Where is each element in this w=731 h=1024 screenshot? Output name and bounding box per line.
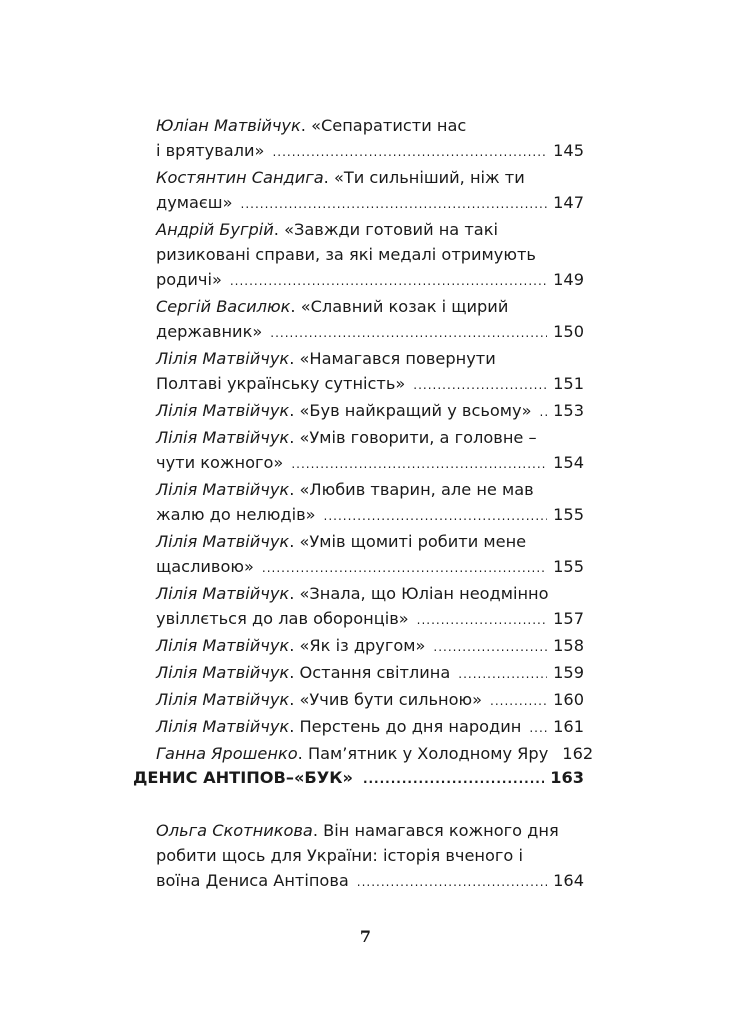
- toc-entry-text: Лілія Матвійчук. «Був найкращий у всьому»: [156, 401, 532, 420]
- dot-leader: [241, 192, 548, 217]
- toc-entry-author: Лілія Матвійчук: [156, 428, 290, 447]
- toc-entry-author: Лілія Матвійчук: [156, 584, 290, 603]
- toc-entry: [156, 687, 584, 714]
- toc-entry-text: Костянтин Сандига. «Ти сильніший, ніж ти: [156, 168, 525, 187]
- toc-entry-line: [156, 529, 584, 554]
- toc-entry-text: Лілія Матвійчук. «Знала, що Юліан неодмінно: [156, 584, 549, 603]
- toc-entry-title: «Учив бути сильною»: [299, 690, 483, 709]
- dot-leader: [272, 140, 547, 165]
- toc-entry-title: жалю до нелюдів»: [156, 505, 316, 524]
- dot-leader: [230, 269, 547, 294]
- toc-entry-title: «Знала, що Юліан неодмінно: [299, 584, 549, 603]
- toc-entry-title: «Намагався повернути: [299, 349, 496, 368]
- toc-entry-text: Лілія Матвійчук. «Умів говорити, а головне –: [156, 428, 537, 447]
- toc-entry-page-number: 153: [553, 401, 584, 420]
- table-of-contents-section: [156, 818, 584, 895]
- toc-entry-line: [156, 425, 584, 450]
- toc-entry-page-number: 154: [553, 453, 584, 472]
- toc-entry-title: державник»: [156, 322, 263, 341]
- toc-entry-title: Полтаві українську сутність»: [156, 374, 406, 393]
- toc-entry-text: [156, 554, 254, 579]
- toc-entry-page-number: 161: [553, 717, 584, 736]
- toc-entry-title: «Завжди готовий на такі: [284, 220, 499, 239]
- toc-entry-title: «Як із другом»: [299, 636, 426, 655]
- toc-entry-line: [156, 346, 584, 371]
- section-heading: [133, 765, 584, 792]
- toc-entry-text: Ольга Скотникова. Він намагався кожного дня: [156, 821, 559, 840]
- toc-entry-text: Лілія Матвійчук. «Любив тварин, але не мав: [156, 480, 534, 499]
- toc-entry-line: [156, 398, 584, 425]
- toc-entry: [156, 346, 584, 398]
- toc-entry-title: і врятували»: [156, 141, 265, 160]
- toc-entry-title: «Ти сильніший, ніж ти: [333, 168, 525, 187]
- toc-entry-line: [156, 138, 584, 165]
- toc-entry-line: [156, 687, 584, 714]
- toc-entry: [156, 581, 584, 633]
- toc-entry-text: Лілія Матвійчук. «Як із другом»: [156, 636, 426, 655]
- toc-entry-line: [156, 741, 594, 768]
- toc-entry-page-number: 155: [553, 505, 584, 524]
- dot-leader: [291, 452, 547, 477]
- toc-entry-line: [156, 818, 584, 843]
- toc-entry-text: Сергій Василюк. «Славний козак і щирий: [156, 297, 509, 316]
- toc-entry: [156, 477, 584, 529]
- toc-entry-title: «Сепаратисти нас: [311, 116, 467, 135]
- toc-entry-line: [156, 319, 584, 346]
- toc-entry-text: [156, 371, 405, 396]
- toc-entry-title: «Умів говорити, а головне –: [299, 428, 537, 447]
- toc-entry: [156, 529, 584, 581]
- toc-entry: [156, 425, 584, 477]
- toc-entry-line: [156, 294, 584, 319]
- dot-leader: [529, 716, 547, 741]
- toc-entry-line: [156, 633, 584, 660]
- dot-leader: [270, 321, 547, 346]
- dot-leader: [490, 689, 547, 714]
- toc-entry-text: [156, 319, 262, 344]
- toc-entry-author: Лілія Матвійчук: [156, 663, 290, 682]
- toc-entry-line: [156, 477, 584, 502]
- toc-entry-line: [156, 217, 584, 242]
- toc-entry-author: Сергій Василюк: [156, 297, 291, 316]
- section-title: ДЕНИС АНТІПОВ–«БУК»: [133, 768, 353, 787]
- toc-entry-line: [156, 113, 584, 138]
- toc-entry-author: Лілія Матвійчук: [156, 480, 290, 499]
- toc-entry-text: [156, 242, 536, 267]
- toc-entry: [156, 165, 584, 217]
- dot-leader: [458, 662, 547, 687]
- dot-leader: [357, 870, 547, 895]
- toc-entry: [156, 217, 584, 294]
- toc-entry-line: [156, 190, 584, 217]
- toc-entry-title: Пам’ятник у Холодному Яру: [307, 744, 549, 763]
- toc-entry-page-number: 147: [553, 193, 584, 212]
- toc-entry-text: [156, 267, 222, 292]
- toc-entry-line: [156, 502, 584, 529]
- toc-entry-text: [156, 138, 264, 163]
- toc-entry-author: Лілія Матвійчук: [156, 349, 290, 368]
- toc-entry: [156, 633, 584, 660]
- toc-entry-line: [156, 165, 584, 190]
- toc-entry-author: Юліан Матвійчук: [156, 116, 301, 135]
- toc-entry-title: щасливою»: [156, 557, 254, 576]
- toc-entry-author: Ганна Ярошенко: [156, 744, 298, 763]
- toc-entry: [156, 818, 584, 895]
- toc-entry-text: Юліан Матвійчук. «Сепаратисти нас: [156, 116, 467, 135]
- section-page-number: 163: [550, 768, 584, 787]
- toc-entry-line: [156, 581, 584, 606]
- dot-leader: [540, 400, 548, 425]
- toc-entry-page-number: 145: [553, 141, 584, 160]
- toc-entry-title: «Славний козак і щирий: [300, 297, 509, 316]
- toc-entry-line: [156, 554, 584, 581]
- toc-entry-line: [156, 714, 584, 741]
- toc-entry-text: Лілія Матвійчук. Перстень до дня народин: [156, 717, 522, 736]
- toc-entry-line: [156, 242, 584, 267]
- toc-entry-author: Лілія Матвійчук: [156, 717, 290, 736]
- page-number: 7: [359, 927, 372, 946]
- toc-entry-title: робити щось для України: історія вченого і: [156, 846, 523, 865]
- toc-entry-text: [156, 843, 523, 868]
- dot-leader: [417, 608, 547, 633]
- toc-entry-page-number: 164: [553, 871, 584, 890]
- toc-entry-author: Лілія Матвійчук: [156, 690, 290, 709]
- toc-entry: [156, 294, 584, 346]
- toc-entry-page-number: 155: [553, 557, 584, 576]
- toc-entry-author: Лілія Матвійчук: [156, 401, 290, 420]
- toc-entry-text: Андрій Бугрій. «Завжди готовий на такі: [156, 220, 499, 239]
- toc-entry-page-number: 160: [553, 690, 584, 709]
- toc-entry-author: Андрій Бугрій: [156, 220, 274, 239]
- toc-entry-title: «Був найкращий у всьому»: [299, 401, 532, 420]
- toc-entry: [156, 714, 584, 741]
- toc-entry-text: [156, 606, 409, 631]
- toc-entry-page-number: 151: [553, 374, 584, 393]
- dot-leader: [324, 504, 548, 529]
- toc-entry-line: [156, 606, 584, 633]
- toc-entry-text: Лілія Матвійчук. «Учив бути сильною»: [156, 690, 483, 709]
- toc-entry-title: «Умів щомиті робити мене: [299, 532, 527, 551]
- toc-entry-title: чути кожного»: [156, 453, 284, 472]
- toc-entry: [156, 398, 584, 425]
- toc-entry-page-number: 162: [562, 744, 594, 763]
- toc-entry-line: [156, 450, 584, 477]
- toc-entry-author: Лілія Матвійчук: [156, 636, 290, 655]
- toc-entry-text: [156, 502, 316, 527]
- toc-entry-title: воїна Дениса Антіпова: [156, 871, 349, 890]
- toc-entry-page-number: 158: [553, 636, 584, 655]
- toc-entry-line: [156, 660, 584, 687]
- toc-entry: [156, 113, 584, 165]
- toc-entry-title: Перстень до дня народин: [299, 717, 522, 736]
- toc-entry-text: Лілія Матвійчук. «Намагався повернути: [156, 349, 496, 368]
- toc-entry: [156, 660, 584, 687]
- toc-entry-title: родичі»: [156, 270, 222, 289]
- toc-entry-title: «Любив тварин, але не мав: [299, 480, 534, 499]
- toc-entry-title: думаєш»: [156, 193, 233, 212]
- toc-entry-page-number: 149: [553, 270, 584, 289]
- toc-entry-text: Лілія Матвійчук. «Умів щомиті робити мене: [156, 532, 527, 551]
- toc-entry-title: Остання світлина: [299, 663, 451, 682]
- toc-entry-page-number: 150: [553, 322, 584, 341]
- toc-entry-title: ризиковані справи, за які медалі отримують: [156, 245, 536, 264]
- toc-entry-text: Лілія Матвійчук. Остання світлина: [156, 663, 451, 682]
- toc-entry-line: [156, 371, 584, 398]
- toc-entry-author: Лілія Матвійчук: [156, 532, 290, 551]
- toc-entry: [156, 741, 594, 768]
- dot-leader: [363, 767, 544, 792]
- dot-leader: [433, 635, 547, 660]
- toc-entry-text: [156, 868, 349, 893]
- toc-entry-title: увіллється до лав оборонців»: [156, 609, 409, 628]
- table-of-contents: [156, 113, 594, 768]
- dot-leader: [262, 556, 547, 581]
- toc-entry-line: [156, 267, 584, 294]
- toc-entry-text: Ганна Ярошенко. Пам’ятник у Холодному Яру: [156, 744, 549, 763]
- toc-entry-author: Ольга Скотникова: [156, 821, 313, 840]
- toc-entry-title: Він намагався кожного дня: [323, 821, 559, 840]
- toc-entry-author: Костянтин Сандига: [156, 168, 324, 187]
- toc-entry-line: [156, 868, 584, 895]
- toc-entry-text: [156, 450, 283, 475]
- dot-leader: [413, 373, 547, 398]
- toc-entry-page-number: 157: [553, 609, 584, 628]
- toc-entry-line: [156, 843, 584, 868]
- toc-entry-text: [156, 190, 233, 215]
- toc-entry-page-number: 159: [553, 663, 584, 682]
